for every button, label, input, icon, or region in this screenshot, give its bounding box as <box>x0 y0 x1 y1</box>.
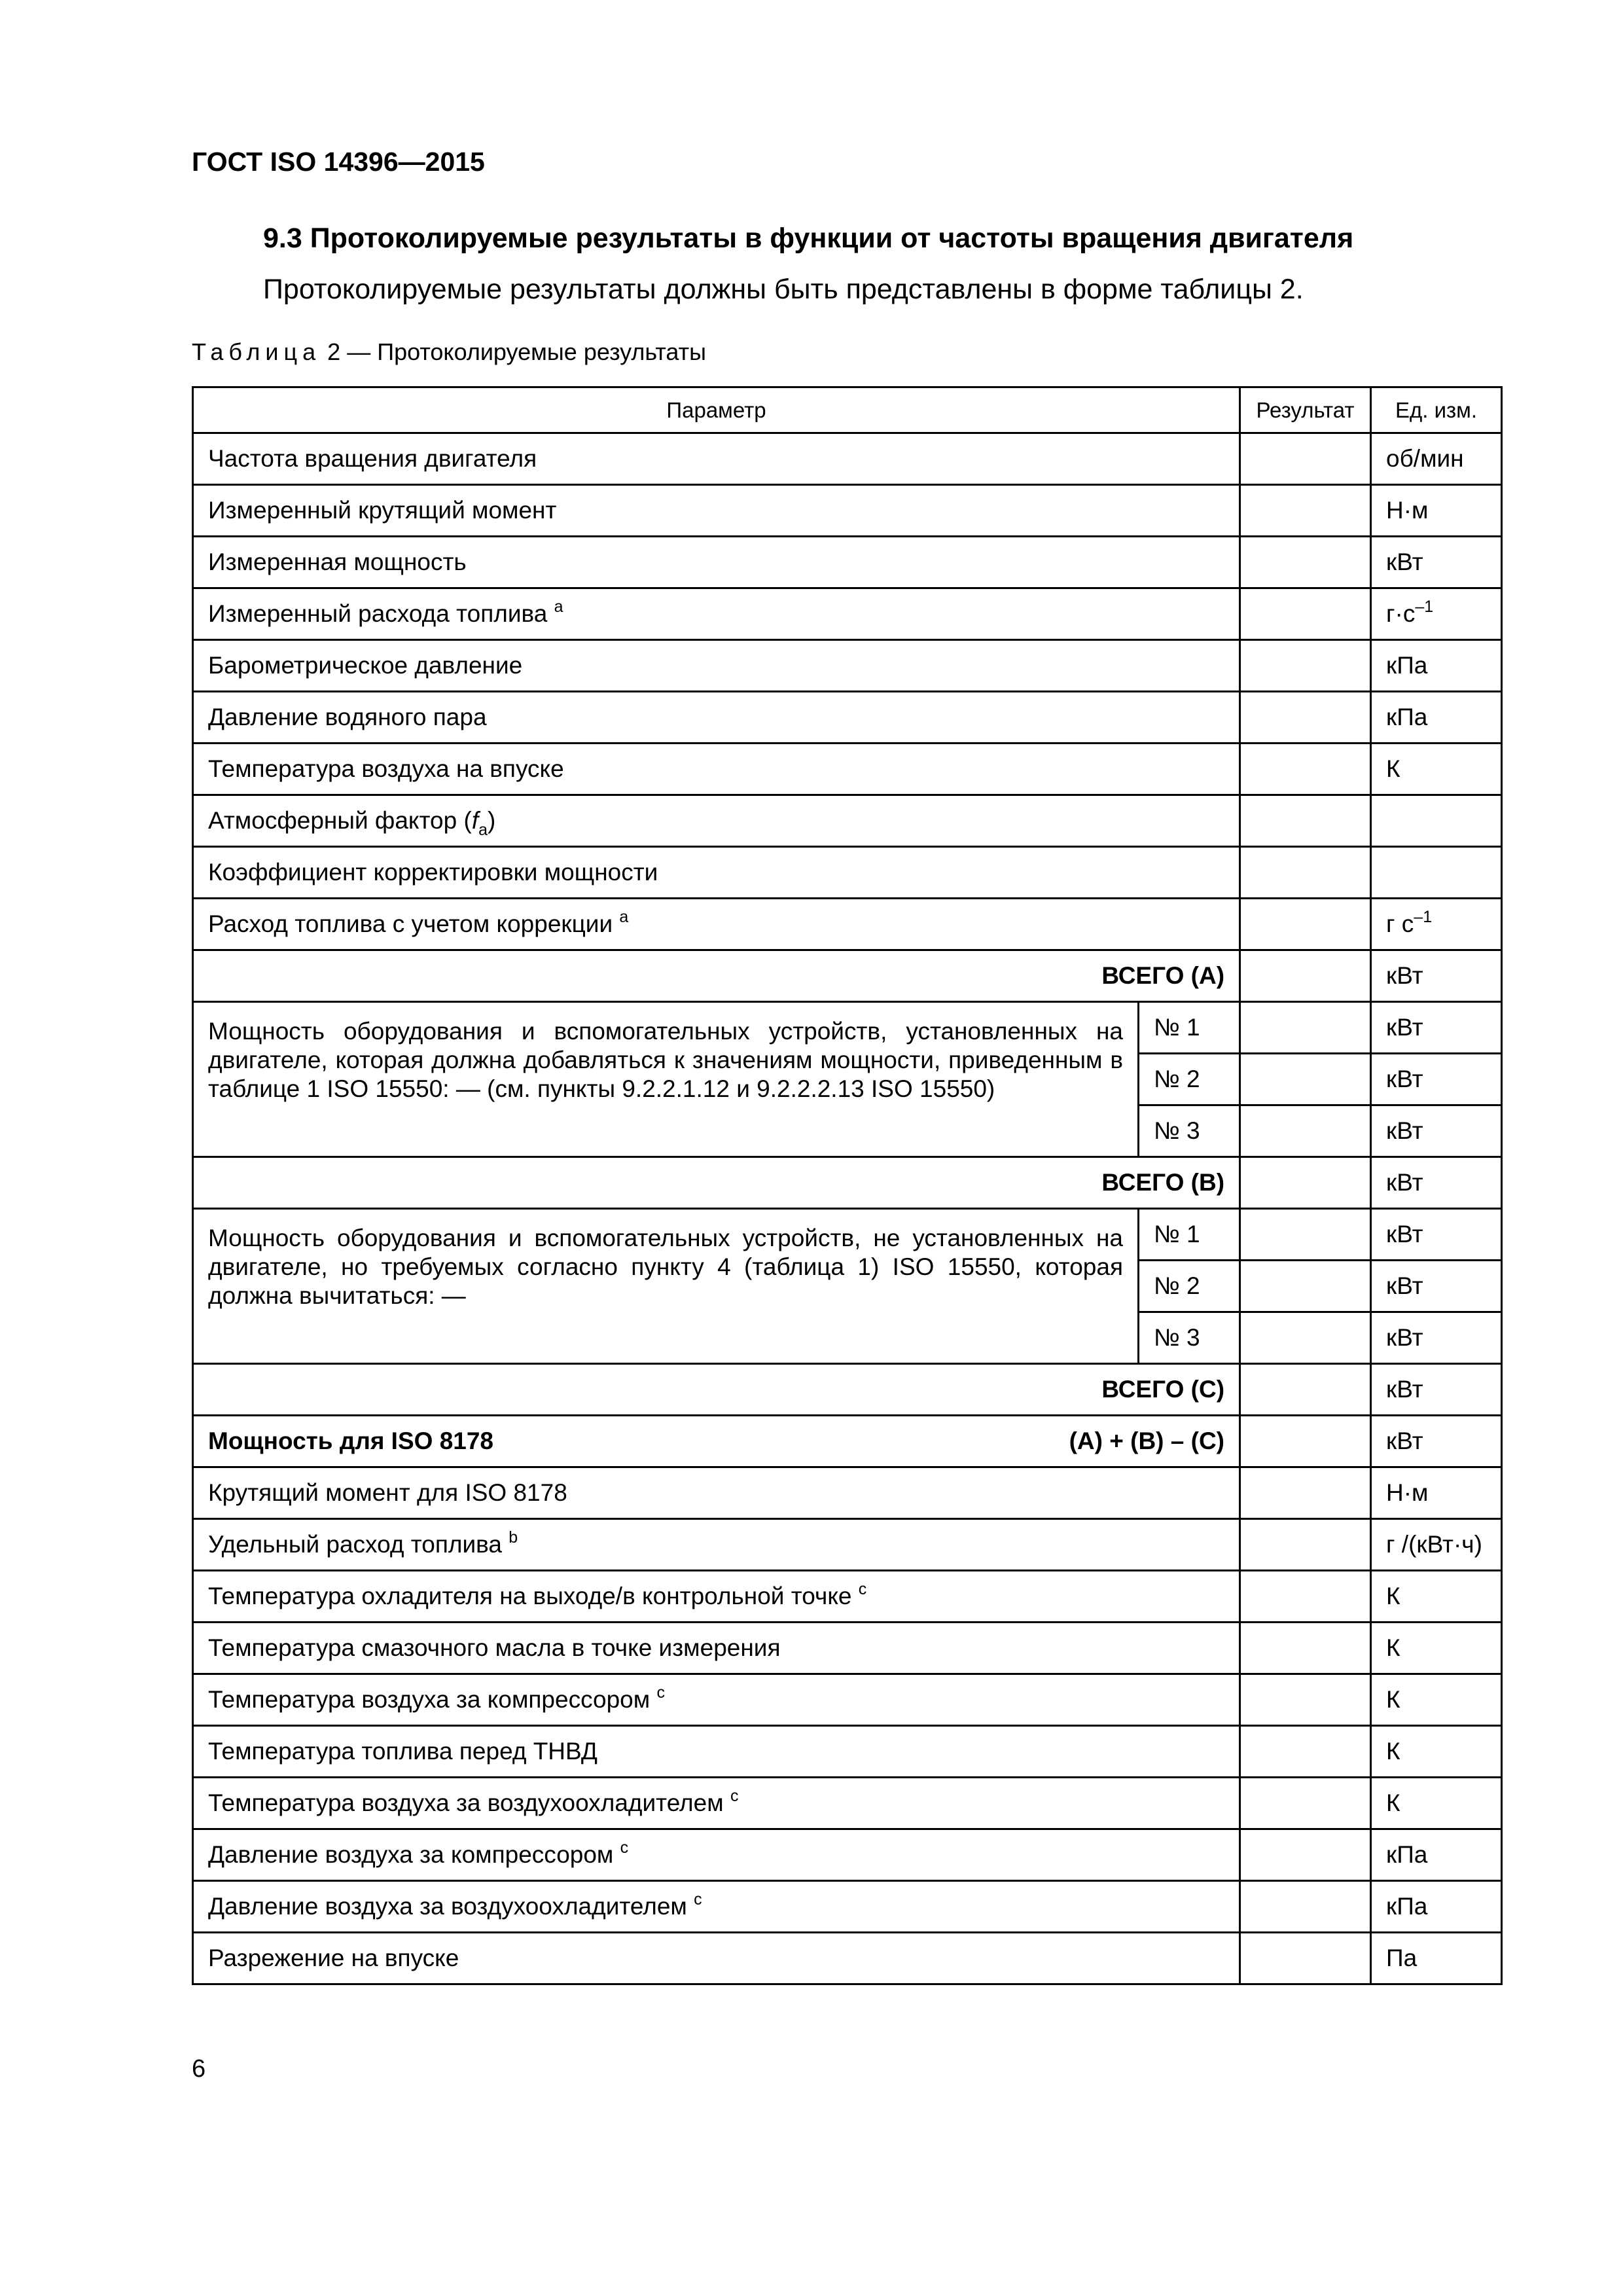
result-cell[interactable] <box>1240 537 1371 588</box>
result-cell[interactable] <box>1240 640 1371 692</box>
section-title: 9.3 Протоколируемые результаты в функции от частоты вращения двигателя <box>263 223 1354 254</box>
param-cell <box>193 1623 1240 1674</box>
item-number: № 2 <box>1154 1065 1200 1092</box>
param-text: Давление воздуха за компрессором <box>208 1840 614 1868</box>
footnote-marker: a <box>619 907 629 926</box>
result-cell[interactable] <box>1240 1726 1371 1778</box>
unit-text: Н·м <box>1386 1479 1429 1506</box>
result-cell[interactable] <box>1240 1829 1371 1881</box>
unit-cell <box>1371 1105 1502 1157</box>
param-cell <box>193 1571 1240 1623</box>
unit-cell <box>1371 433 1502 485</box>
param-cell <box>193 692 1240 744</box>
unit-cell <box>1371 1467 1502 1519</box>
table-row <box>193 1674 1502 1726</box>
unit-text: кВт <box>1386 1375 1423 1403</box>
table-row <box>193 433 1502 485</box>
result-cell[interactable] <box>1240 588 1371 640</box>
unit-cell <box>1371 847 1502 899</box>
total-row <box>193 950 1502 1002</box>
item-number-cell <box>1139 1002 1240 1054</box>
table-row <box>193 1623 1502 1674</box>
table-row <box>193 847 1502 899</box>
unit-text: К <box>1386 1737 1400 1765</box>
item-number-cell <box>1139 1261 1240 1312</box>
total-label: ВСЕГО (А) <box>1101 961 1225 989</box>
result-cell[interactable] <box>1240 1364 1371 1416</box>
unit-text: г /(кВт·ч) <box>1386 1530 1482 1558</box>
param-subscript: a <box>478 820 488 839</box>
result-cell[interactable] <box>1240 1571 1371 1623</box>
result-cell[interactable] <box>1240 1312 1371 1364</box>
table-row <box>193 1467 1502 1519</box>
total-row <box>193 1364 1502 1416</box>
unit-cell <box>1371 485 1502 537</box>
item-number: № 1 <box>1154 1220 1200 1247</box>
unit-text: кВт <box>1386 1065 1423 1092</box>
unit-cell <box>1371 1209 1502 1261</box>
table-row <box>193 1519 1502 1571</box>
table-row <box>193 485 1502 537</box>
table-row <box>193 537 1502 588</box>
unit-text: кПа <box>1386 703 1428 730</box>
table-row <box>193 1778 1502 1829</box>
unit-cell <box>1371 1571 1502 1623</box>
param-text: Температура воздуха на впуске <box>208 755 564 782</box>
total-label: ВСЕГО (С) <box>1101 1375 1225 1403</box>
item-number-cell <box>1139 1105 1240 1157</box>
group-description: Мощность оборудования и вспомогательных устройств, не установленных на двигателе, но требуемых согласно пункту 4 (таблица 1) ISO 15550, которая должна вычитаться: — <box>208 1225 1123 1310</box>
unit-exponent: –1 <box>1415 597 1434 616</box>
iso-power-label: Мощность для ISO 8178 <box>208 1427 494 1454</box>
result-cell[interactable] <box>1240 744 1371 795</box>
result-cell[interactable] <box>1240 1054 1371 1105</box>
param-text: Давление водяного пара <box>208 703 487 730</box>
table-caption-text: 2 — Протоколируемые результаты <box>327 338 707 365</box>
unit-text: кВт <box>1386 1323 1423 1351</box>
unit-text: К <box>1386 1634 1400 1661</box>
footnote-marker: c <box>694 1890 702 1909</box>
unit-cell <box>1371 1261 1502 1312</box>
param-text: Температура воздуха за воздухоохладителем <box>208 1789 724 1816</box>
param-text: Температура охладителя на выходе/в контрольной точке <box>208 1582 852 1609</box>
result-cell[interactable] <box>1240 1416 1371 1467</box>
table-row <box>193 640 1502 692</box>
result-cell[interactable] <box>1240 692 1371 744</box>
header-param: Параметр <box>193 387 1240 433</box>
param-text: Температура топлива перед ТНВД <box>208 1737 597 1765</box>
param-text: Измеренный расхода топлива <box>208 600 548 627</box>
item-number-cell <box>1139 1312 1240 1364</box>
param-cell <box>193 1467 1240 1519</box>
table-header-row <box>193 387 1502 433</box>
unit-text: кВт <box>1386 1427 1423 1454</box>
unit-text: кПа <box>1386 1892 1428 1920</box>
table-row <box>193 744 1502 795</box>
param-cell <box>193 640 1240 692</box>
table-row <box>193 1726 1502 1778</box>
param-cell <box>193 433 1240 485</box>
table-row <box>193 899 1502 950</box>
group-row <box>193 1209 1502 1261</box>
param-cell <box>193 1519 1240 1571</box>
param-text: Барометрическое давление <box>208 651 523 679</box>
result-cell[interactable] <box>1240 1881 1371 1933</box>
item-number: № 3 <box>1154 1323 1200 1351</box>
result-cell[interactable] <box>1240 1002 1371 1054</box>
param-text: Измеренная мощность <box>208 548 467 575</box>
total-row <box>193 1157 1502 1209</box>
param-cell <box>193 537 1240 588</box>
param-text: Крутящий момент для ISO 8178 <box>208 1479 567 1506</box>
unit-text: кПа <box>1386 1840 1428 1868</box>
unit-cell <box>1371 1519 1502 1571</box>
total-label-cell <box>193 1364 1240 1416</box>
footnote-marker: b <box>508 1528 518 1547</box>
item-number: № 1 <box>1154 1013 1200 1041</box>
unit-cell <box>1371 537 1502 588</box>
param-cell <box>193 744 1240 795</box>
unit-text: К <box>1386 755 1400 782</box>
iso-power-formula: (А) + (В) – (С) <box>1069 1427 1225 1454</box>
result-cell[interactable] <box>1240 1623 1371 1674</box>
unit-cell <box>1371 1054 1502 1105</box>
param-text: Атмосферный фактор ( <box>208 806 472 834</box>
param-text: Расход топлива с учетом коррекции <box>208 910 613 937</box>
param-text: Давление воздуха за воздухоохладителем <box>208 1892 687 1920</box>
result-cell[interactable] <box>1240 1261 1371 1312</box>
param-text: Температура воздуха за компрессором <box>208 1685 651 1713</box>
table-row <box>193 1933 1502 1984</box>
param-cell <box>193 485 1240 537</box>
unit-text: кВт <box>1386 548 1423 575</box>
unit-cell <box>1371 1416 1502 1467</box>
group-description-cell <box>193 1002 1139 1157</box>
document-header: ГОСТ ISO 14396—2015 <box>192 147 485 177</box>
unit-cell <box>1371 1364 1502 1416</box>
unit-text: кВт <box>1386 961 1423 989</box>
total-label: ВСЕГО (В) <box>1101 1168 1225 1196</box>
table-caption-label: Таблица <box>192 338 321 365</box>
unit-cell <box>1371 899 1502 950</box>
item-number: № 2 <box>1154 1272 1200 1299</box>
result-cell[interactable] <box>1240 485 1371 537</box>
unit-text: К <box>1386 1582 1400 1609</box>
footnote-marker: c <box>858 1579 867 1598</box>
result-cell[interactable] <box>1240 795 1371 847</box>
result-cell[interactable] <box>1240 1519 1371 1571</box>
unit-cell <box>1371 1726 1502 1778</box>
result-cell[interactable] <box>1240 1157 1371 1209</box>
param-text: Частота вращения двигателя <box>208 444 537 472</box>
unit-text: К <box>1386 1789 1400 1816</box>
total-label-cell <box>193 950 1240 1002</box>
section-text: Протоколируемые результаты должны быть представлены в форме таблицы 2. <box>263 274 1304 305</box>
footnote-marker: a <box>554 597 563 616</box>
unit-text: г с <box>1386 910 1414 937</box>
param-cell <box>193 1726 1240 1778</box>
unit-cell <box>1371 950 1502 1002</box>
result-cell[interactable] <box>1240 899 1371 950</box>
iso-power-wrap <box>208 1427 1224 1456</box>
group-description-cell <box>193 1209 1139 1364</box>
param-symbol: f <box>471 806 479 834</box>
iso-power-row <box>193 1416 1502 1467</box>
header-result: Результат <box>1240 387 1371 433</box>
param-cell <box>193 1829 1240 1881</box>
unit-cell <box>1371 1002 1502 1054</box>
unit-cell <box>1371 1933 1502 1984</box>
header-unit: Ед. изм. <box>1371 387 1502 433</box>
param-text: Удельный расход топлива <box>208 1530 502 1558</box>
table-row <box>193 795 1502 847</box>
param-text: Коэффициент корректировки мощности <box>208 858 658 886</box>
unit-cell <box>1371 1829 1502 1881</box>
param-cell <box>193 795 1240 847</box>
param-cell <box>193 1778 1240 1829</box>
result-cell[interactable] <box>1240 1933 1371 1984</box>
unit-text: кВт <box>1386 1013 1423 1041</box>
page-number: 6 <box>192 2055 206 2083</box>
total-label-cell <box>193 1157 1240 1209</box>
unit-cell <box>1371 744 1502 795</box>
unit-text: кПа <box>1386 651 1428 679</box>
result-cell[interactable] <box>1240 1778 1371 1829</box>
unit-text: кВт <box>1386 1117 1423 1144</box>
unit-cell <box>1371 1778 1502 1829</box>
result-cell[interactable] <box>1240 1209 1371 1261</box>
table-row <box>193 1829 1502 1881</box>
unit-cell <box>1371 692 1502 744</box>
item-number-cell <box>1139 1054 1240 1105</box>
param-cell <box>193 588 1240 640</box>
unit-text: Па <box>1386 1944 1418 1971</box>
unit-cell <box>1371 640 1502 692</box>
unit-text: кВт <box>1386 1168 1423 1196</box>
group-description: Мощность оборудования и вспомогательных устройств, установленных на двигателе, которая должна добавляться к значениям мощности, приведенным в таблице 1 ISO 15550: — (см. пункты 9.2.2.1.12 и 9.2.2.2.13 ISO 15550) <box>208 1018 1123 1103</box>
item-number: № 3 <box>1154 1117 1200 1144</box>
result-cell[interactable] <box>1240 433 1371 485</box>
unit-cell <box>1371 795 1502 847</box>
footnote-marker: c <box>656 1683 665 1702</box>
param-cell <box>193 899 1240 950</box>
unit-text: кВт <box>1386 1220 1423 1247</box>
table-row <box>193 1881 1502 1933</box>
param-cell <box>193 1933 1240 1984</box>
unit-text: К <box>1386 1685 1400 1713</box>
unit-text: Н·м <box>1386 496 1429 524</box>
param-text: Измеренный крутящий момент <box>208 496 557 524</box>
unit-text: об/мин <box>1386 444 1464 472</box>
unit-exponent: –1 <box>1414 907 1433 926</box>
result-cell[interactable] <box>1240 1674 1371 1726</box>
param-cell <box>193 1674 1240 1726</box>
unit-cell <box>1371 1881 1502 1933</box>
group-row <box>193 1002 1502 1054</box>
param-text-suffix: ) <box>488 806 496 834</box>
unit-cell <box>1371 1157 1502 1209</box>
footnote-marker: c <box>730 1786 739 1805</box>
unit-text: г·с <box>1386 600 1416 627</box>
unit-cell <box>1371 1312 1502 1364</box>
table-row <box>193 588 1502 640</box>
iso-power-cell <box>193 1416 1240 1467</box>
param-cell <box>193 1881 1240 1933</box>
footnote-marker: c <box>620 1838 629 1857</box>
unit-text: кВт <box>1386 1272 1423 1299</box>
param-text: Температура смазочного масла в точке измерения <box>208 1634 781 1661</box>
result-cell[interactable] <box>1240 847 1371 899</box>
param-text: Разрежение на впуске <box>208 1944 459 1971</box>
table-caption <box>192 338 706 366</box>
unit-cell <box>1371 588 1502 640</box>
result-cell[interactable] <box>1240 1467 1371 1519</box>
result-cell[interactable] <box>1240 950 1371 1002</box>
unit-cell <box>1371 1674 1502 1726</box>
param-cell <box>193 847 1240 899</box>
table-row <box>193 1571 1502 1623</box>
unit-cell <box>1371 1623 1502 1674</box>
results-table <box>192 386 1503 1985</box>
table-row <box>193 692 1502 744</box>
result-cell[interactable] <box>1240 1105 1371 1157</box>
item-number-cell <box>1139 1209 1240 1261</box>
